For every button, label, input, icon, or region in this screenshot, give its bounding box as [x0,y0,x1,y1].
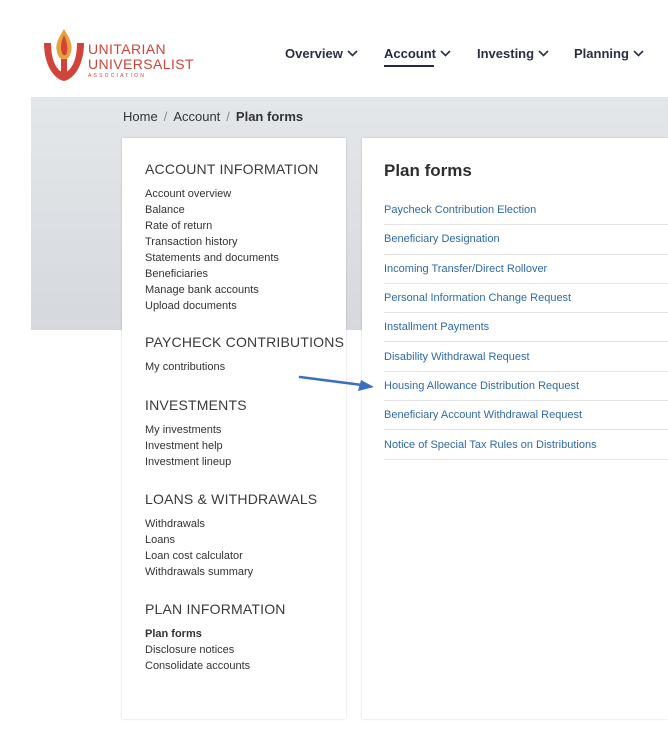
sidebar-heading: PAYCHECK CONTRIBUTIONS [145,334,345,350]
breadcrumb-current: Plan forms [235,109,304,124]
page-title: Plan forms [384,161,472,180]
breadcrumb-account[interactable]: Account [173,109,221,124]
sidebar-section-paycheck-contributions [145,334,344,375]
site-header [0,0,668,97]
chevron-down-icon [538,50,549,57]
chevron-down-icon [440,50,451,57]
form-list [384,196,668,460]
sidebar-link-investment-lineup[interactable]: Investment lineup [145,456,232,468]
nav-overview[interactable] [285,46,358,61]
annotation-arrow-icon [298,372,376,394]
sidebar-heading: LOANS & WITHDRAWALS [145,491,318,507]
sidebar-section-account-information [145,161,319,314]
form-link-special-tax-rules-notice[interactable]: Notice of Special Tax Rules on Distributions [384,430,668,459]
sidebar-link-transaction-history[interactable]: Transaction history [145,236,238,248]
sidebar-link-loan-cost-calculator[interactable]: Loan cost calculator [145,550,243,562]
sidebar-nav [122,138,346,719]
sidebar-heading: INVESTMENTS [145,397,247,413]
sidebar-link-upload-documents[interactable]: Upload documents [145,300,237,312]
sidebar-section-plan-information [145,601,286,674]
breadcrumb-separator: / [226,109,230,124]
sidebar-heading: ACCOUNT INFORMATION [145,161,319,177]
sidebar-link-loans[interactable]: Loans [145,534,175,546]
logo-line-1: UNITARIAN [88,41,167,57]
form-link-personal-information-change[interactable]: Personal Information Change Request [384,284,668,313]
sidebar-link-statements-documents[interactable]: Statements and documents [145,252,279,264]
form-link-beneficiary-account-withdrawal[interactable]: Beneficiary Account Withdrawal Request [384,401,668,430]
nav-planning[interactable] [574,46,644,61]
sidebar-link-beneficiaries[interactable]: Beneficiaries [145,268,208,280]
logo-line-2: UNIVERSALIST [88,56,194,72]
logo-wordmark[interactable] [88,42,194,79]
nav-account-label: Account [384,46,436,61]
sidebar-heading: PLAN INFORMATION [145,601,286,617]
sidebar-link-disclosure-notices[interactable]: Disclosure notices [145,644,235,656]
plan-forms-card [362,138,668,719]
nav-investing-label: Investing [477,46,535,61]
sidebar-link-withdrawals-summary[interactable]: Withdrawals summary [145,566,254,578]
sidebar-link-manage-bank-accounts[interactable]: Manage bank accounts [145,284,259,296]
sidebar-link-rate-of-return[interactable]: Rate of return [145,220,213,232]
chevron-down-icon [633,50,644,57]
form-link-installment-payments[interactable]: Installment Payments [384,313,668,342]
sidebar-link-withdrawals[interactable]: Withdrawals [145,518,205,530]
chevron-down-icon [347,50,358,57]
breadcrumb-home[interactable]: Home [123,109,158,124]
sidebar-link-consolidate-accounts[interactable]: Consolidate accounts [145,660,251,672]
form-link-paycheck-contribution-election[interactable]: Paycheck Contribution Election [384,196,668,225]
sidebar-section-loans-withdrawals [145,491,317,580]
sidebar-link-my-contributions[interactable]: My contributions [145,361,226,373]
nav-account[interactable] [384,46,451,61]
logo-line-3: ASSOCIATION [88,73,147,79]
form-link-beneficiary-designation[interactable]: Beneficiary Designation [384,225,668,254]
form-link-incoming-transfer[interactable]: Incoming Transfer/Direct Rollover [384,255,668,284]
active-nav-underline [384,65,434,67]
sidebar-link-account-overview[interactable]: Account overview [145,188,232,200]
nav-planning-label: Planning [574,46,629,61]
breadcrumb-separator: / [163,109,168,124]
sidebar-section-investments [145,397,247,470]
breadcrumb [123,109,303,124]
sidebar-link-my-investments[interactable]: My investments [145,424,222,436]
sidebar-link-investment-help[interactable]: Investment help [145,440,223,452]
sidebar-link-plan-forms[interactable]: Plan forms [145,628,202,640]
form-link-housing-allowance-distribution[interactable]: Housing Allowance Distribution Request [384,372,668,401]
sidebar-link-balance[interactable]: Balance [145,204,185,216]
nav-investing[interactable] [477,46,549,61]
nav-overview-label: Overview [285,46,343,61]
form-link-disability-withdrawal[interactable]: Disability Withdrawal Request [384,342,668,371]
